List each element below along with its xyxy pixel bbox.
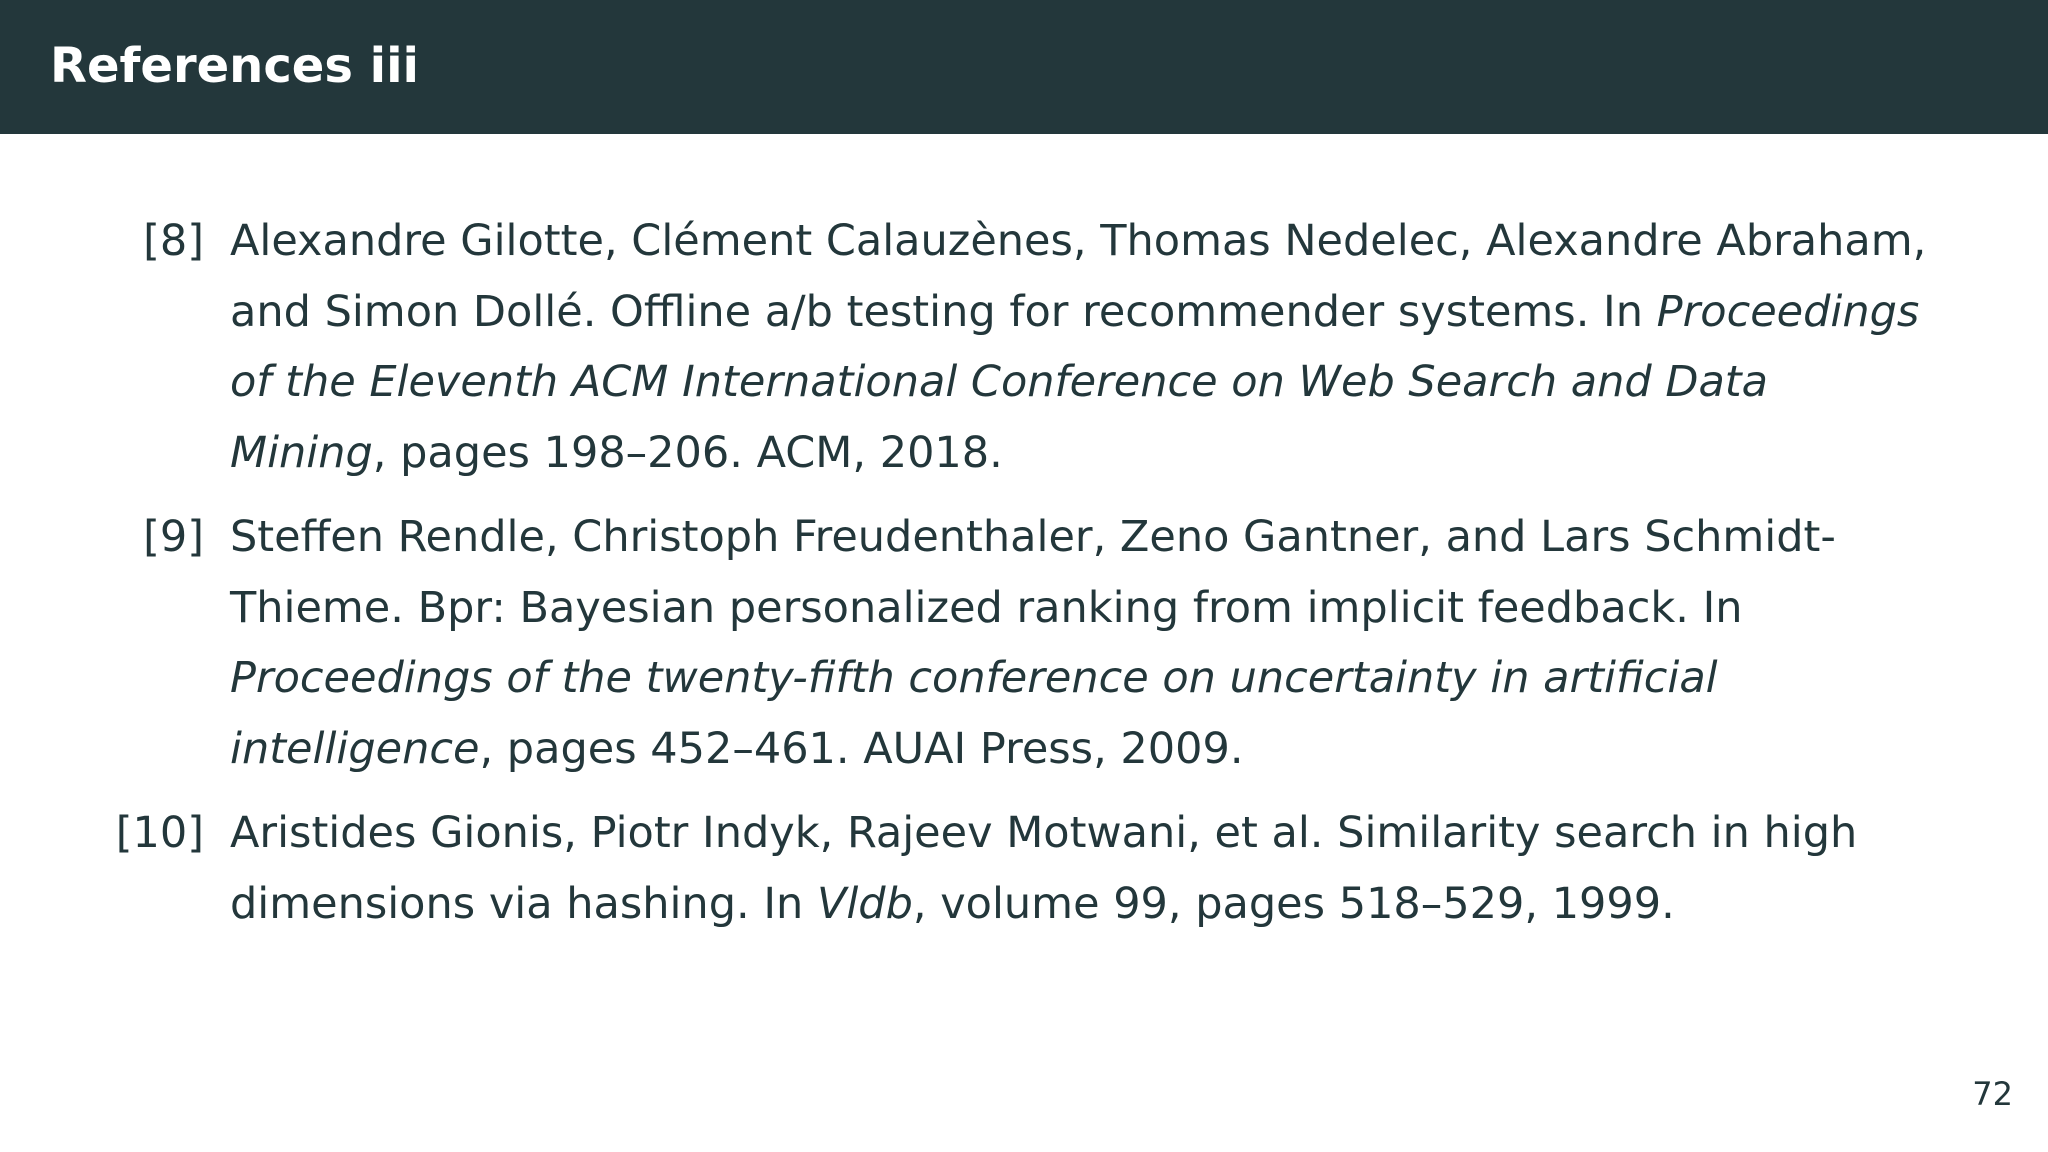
reference-authors: Alexandre Gilotte, Clément Calauzènes, Thomas Nedelec, Alexandre Abraham, and Simon Dollé. [230,216,1927,337]
reference-details: , pages 452–461. AUAI Press, 2009. [479,723,1244,774]
slide-header [0,0,2048,134]
reference-title: Bpr: Bayesian personalized ranking from implicit feedback. [417,582,1689,633]
reference-item [0,502,2048,784]
reference-venue: Proceedings of the twenty-fifth conference on uncertainty in artificial intelligence [230,653,1718,774]
slide-title: References iii [50,38,419,94]
reference-venue: Proceedings of the Eleventh ACM International Conference on Web Search and Data Mining [230,286,1920,478]
reference-text [230,798,1930,939]
reference-details: , pages 198–206. ACM, 2018. [372,427,1003,478]
reference-in: In [763,878,804,929]
reference-text [230,502,1930,784]
reference-in: In [1603,286,1643,337]
reference-number: [8] [143,216,204,266]
reference-text [230,206,1930,488]
reference-title: Offline a/b testing for recommender systems. [610,286,1590,337]
reference-number: [9] [143,512,204,562]
reference-number: [10] [115,808,204,858]
reference-authors: Steffen Rendle, Christoph Freudenthaler, Zeno Gantner, and Lars Schmidt-Thieme. [230,512,1836,633]
reference-list [0,206,2048,953]
reference-in: In [1702,582,1743,633]
reference-item [0,798,2048,939]
reference-authors: Aristides Gionis, Piotr Indyk, Rajeev Motwani, et al. [230,808,1324,858]
reference-venue: Vldb [816,878,913,929]
reference-title: Similarity search in high dimensions via hashing. [230,808,1858,929]
page-number: 72 [1972,1075,2013,1113]
reference-details: , volume 99, pages 518–529, 1999. [912,878,1675,929]
reference-item [0,206,2048,488]
